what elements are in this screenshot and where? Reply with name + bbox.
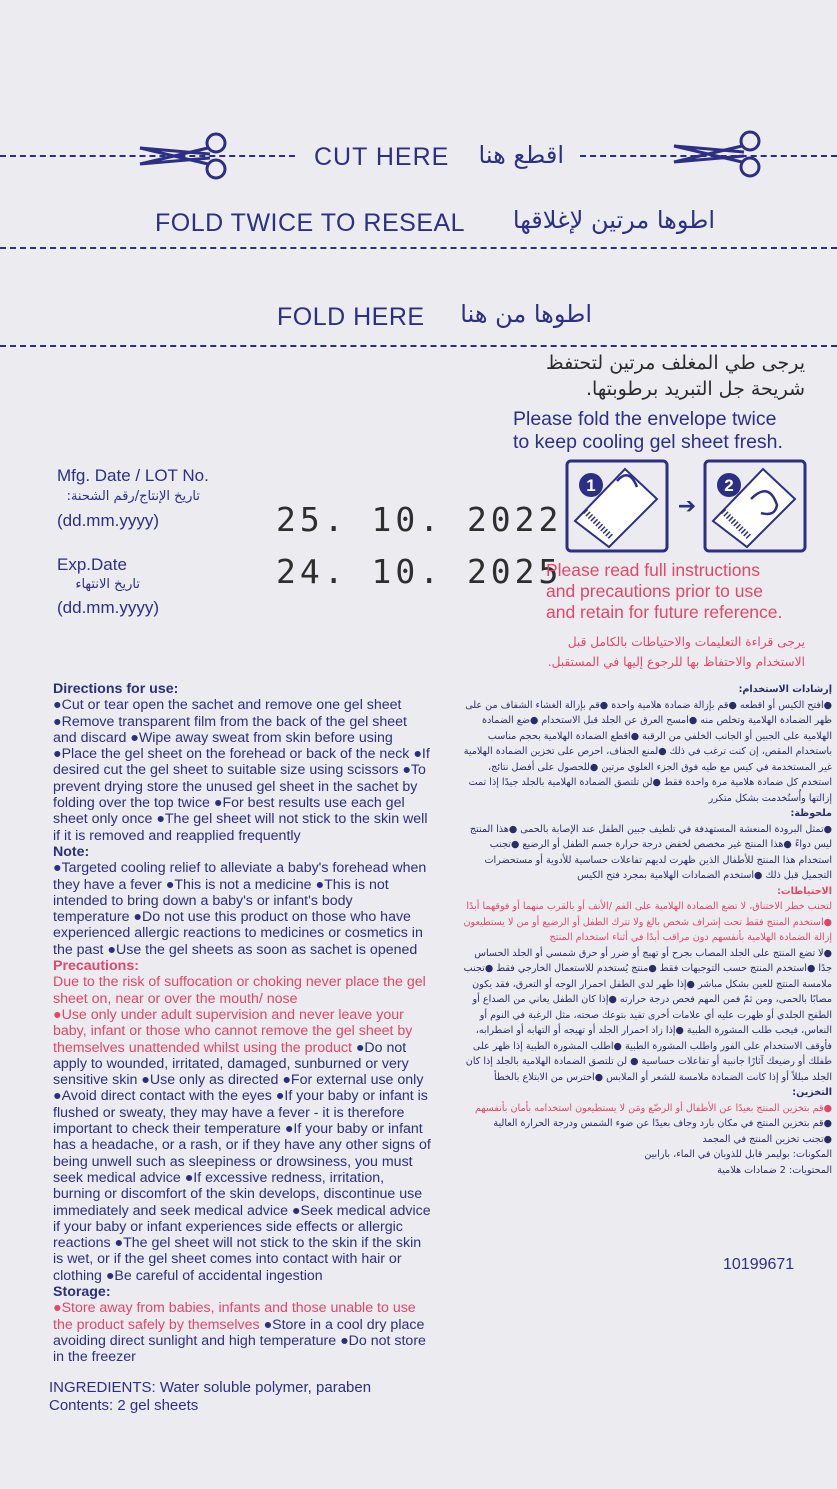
exp-label: Exp.Date — [57, 555, 127, 574]
precautions-warning: Due to the risk of suffocation or choking never place the gel sheet on, near or over the mouth/ nose — [53, 974, 426, 1007]
mfg-label-arabic: تاريخ الإنتاج/رقم الشحنة: — [66, 489, 200, 504]
arabic-instructions — [462, 682, 832, 1178]
read-notice-line1: Please read full instructions — [546, 560, 760, 580]
fold-line — [0, 345, 837, 347]
scissors-icon — [662, 128, 766, 180]
exp-date-value: 24. 10. 2025 — [276, 552, 563, 591]
arabic-note-title: ملحوظة: — [790, 808, 832, 819]
directions-title: Directions for use: — [53, 681, 179, 697]
fold-instructions-diagram — [565, 459, 810, 554]
storage-text: ●Store in a cool dry place avoiding direct sunlight and high temperature ●Do not store in the freezer — [53, 1316, 426, 1366]
fold-note-english-line1: Please fold the envelope twice — [513, 408, 777, 430]
arrow-right-icon: ➔ — [677, 494, 697, 519]
reseal-arabic: اطوها مرتين لإغلاقها — [512, 206, 715, 234]
fold-step-2-number: 2 — [724, 476, 734, 495]
fold-note-english — [513, 408, 783, 454]
fold-note-arabic-line2: شريحة جل التبريد برطوبتها. — [586, 378, 805, 400]
arabic-ingredients: المكونات: بوليمر قابل للذوبان في الماء، بارابين — [644, 1149, 832, 1160]
exp-format: (dd.mm.yyyy) — [57, 598, 159, 617]
ingredients-text: INGREDIENTS: Water soluble polymer, paraben — [49, 1379, 372, 1396]
fold-step-1-panel — [567, 461, 667, 551]
fold-note-arabic-line1: يرجى طي المغلف مرتين لتحتفظ — [546, 352, 805, 374]
mfg-label: Mfg. Date / LOT No. — [57, 466, 209, 485]
fold-note-arabic — [505, 350, 805, 402]
cut-here-arabic: اقطع هنا — [478, 141, 564, 169]
note-text: ●Targeted cooling relief to alleviate a baby's forehead when they have a fever ●This is not a medicine ●This is not intended to bring down a baby's or infant's body temperature ●Do not use this product on those who have experienced allergic reactions to medicines or cosmetics in the past ●Use the gel sheets as soon as sachet is opened — [53, 860, 427, 958]
read-instructions-notice — [546, 560, 782, 623]
mfg-date-value: 25. 10. 2022 — [276, 500, 563, 539]
arabic-directions-title: إرشادات الاستخدام: — [738, 684, 832, 695]
exp-label-arabic: تاريخ الانتهاء — [75, 577, 140, 592]
read-notice-arabic-line1: يرجى قراءة التعليمات والاحتياطات بالكامل قبل — [567, 635, 805, 649]
directions-text: ●Cut or tear open the sachet and remove one gel sheet ●Remove transparent film from the back of the gel sheet and discard ●Wipe away sweat from skin before using ●Place the gel sheet on the forehead or back of the neck ●If desired cut the gel sheet to suitable size using scissors ●To prevent drying store the unused gel sheet in the sachet by folding over the top twice ●For best results use each gel sheet only once ●The gel sheet will not stick to the skin well if it is removed and reapplied frequently — [53, 697, 430, 844]
fold-step-2-panel — [705, 461, 805, 551]
fold-note-english-line2: to keep cooling gel sheet fresh. — [513, 431, 783, 453]
note-title: Note: — [53, 843, 90, 860]
arabic-directions-text: ●افتح الكيس أو اقطعه ●قم بإزالة ضمادة هلامية واحدة ●قم بإزالة الغشاء الشفاف من على ظهر الضمادة الهلامية وتخلص منه ●امسح العرق عن الجلد قبل الاستخدام ●ضع الضمادة الهلامية على الجبين أو الجانب الخلفي من الرقبة ●اقطع الضمادة الهلامية بحجم مناسب باستخدام المقص، إن كنت ترغب في ذلك ●لمنع الجفاف، احرص على تخزين الضمادة الهلامية غير المستخدمة في كيس مع طيه فوق الجزء العلوي مرتين ●للحصول على أفضل نتائج، استخدم كل ضمادة هلامية مرة واحدة فقط ●لن تلتصق الضمادة الهلامية بالجلد جيدًا إذا تمت إزالتها وأُستُخدمت بشكل متكرر — [463, 699, 832, 804]
fold-here-label: FOLD HERE — [277, 303, 425, 331]
storage-title: Storage: — [53, 1283, 111, 1300]
contents-text: Contents: 2 gel sheets — [49, 1397, 199, 1414]
precautions-text: ●Do not apply to wounded, irritated, damaged, sunburned or very sensitive skin ●Use only as directed ●For external use only ●Avoid direct contact with the eyes ●If your baby or infant is flushed or sweaty, they may have a fever - it is therefore important to check their temperature ●If your baby or infant has a headache, or a rash, or if they have any other signs of being unwell such as sleepiness or drowsiness, you must seek medical advice ●If excessive redness, irritation, burning or discomfort of the skin develops, discontinue use immediately and seek medical advice ●Seek medical advice if your baby or infant experiences side effects or allergic reactions ●The gel sheet will not stick to the skin if the skin is wet, or if the gel sheet comes into contact with hair or clothing ●Be careful of accidental ingestion — [53, 1039, 431, 1284]
arabic-storage-title: التخزين: — [792, 1087, 832, 1098]
read-notice-line3: and retain for future reference. — [546, 602, 783, 622]
arabic-precautions-text: ●لا تضع المنتج على الجلد المصاب بجرح أو تهيج أو ضرر أو حرق شمسي أو الجلد الحساس جدًا ●استخدم المنتج حسب التوجيهات فقط ●منتج يُستخدم للاستعمال الخارجي فقط ●تجنب ملامسة المنتج للعين بشكل مباشر ●إذا ظهر لدى الطفل احمرار الوجه أو التعرق، فقد يكون مصابًا بالحمى، ومن ثمّ فمن المهم فحص درجة حرارته ●إذا كان الطفل يعاني من الصداع أو الطفح الجلدي أو ظهرت عليه أي علامات أخرى تفيد بتوعك صحته، مثل الرغبة في النوم أو النعاس، فيجب طلب المشورة الطبية ●إذا زاد احمرار الجلد أو تهيجه أو التهابه أو اضطرابه، فأوقف الاستخدام على الفور واطلب المشورة الطبية ●اطلب المشورة الطبية إذا ظهر على طفلك أو رضيعك آثارًا جانبية أو تفاعلات حساسية ● لن تلتصق الضمادة الهلامية بالجلد إذا كان الجلد مبللاً أو إذا كانت الضمادة ملامسة للشعر أو الملابس ●احترس من الابتلاع بالخطأ — [463, 947, 832, 1083]
reseal-label: FOLD TWICE TO RESEAL — [155, 209, 466, 237]
arabic-precautions-warning: لتجنب خطر الاختناق، لا تضع الضمادة الهلامية على الفم /الأنف أو بالقرب منهما أو فوقهما أبدًا ●استخدم المنتج فقط تحت إشراف شخص بالغ ولا تترك الطفل أو الرضيع أو من لا يستطيعون إزالة الضمادة الهلامية بأنفسهم دون مراقب أبدًا في أثناء استخدام المنتج — [463, 901, 832, 943]
storage-warning: ●Store away from babies, infants and those unable to use the product safely by themselves — [53, 1300, 416, 1333]
english-instructions — [53, 681, 431, 1365]
fold-step-1-number: 1 — [586, 476, 596, 495]
read-notice-arabic — [500, 632, 805, 672]
arabic-storage-warning: ●قم بتخزين المنتج بعيدًا عن الأطفال أو الرضّع ومَن لا يستطيعون استخدامه بأمان بأنفسهم — [474, 1102, 832, 1114]
mfg-format: (dd.mm.yyyy) — [57, 511, 159, 530]
arabic-note-text: ●تمثل البرودة المنعشة المستهدفة في تلطيف جبين الطفل عند الإصابة بالحمى ●هذا المنتج ليس دواءً ●هذا المنتج غير مخصص لخفض درجة حرارة جسم الطفل أو الرضيع ●تجنب استخدام هذا المنتج للأطفال الذين ظهرت لديهم تفاعلات حساسية للأدوية أو مستحضرات التجميل قبل ذلك ●استخدم الضمادات الهلامية بمجرد فتح الكيس — [469, 823, 832, 881]
read-notice-arabic-line2: الاستخدام والاحتفاظ بها للرجوع إليها في المستقبل. — [547, 655, 805, 669]
scissors-icon — [128, 130, 232, 182]
arabic-contents: المحتويات: 2 ضمادات هلامية — [717, 1164, 832, 1176]
precautions-title: Precautions: — [53, 958, 139, 975]
arabic-precautions-title: الاحتياطات: — [777, 885, 832, 897]
arabic-storage-text: ●قم بتخزين المنتج في مكان بارد وجاف بعيدًا عن ضوء الشمس ودرجة الحرارة العالية ●تجنب تخزين المنتج في المجمد — [493, 1118, 832, 1145]
fold-here-arabic: اطوها من هنا — [460, 300, 592, 328]
cut-here-label: CUT HERE — [314, 143, 450, 171]
read-notice-line2: and precautions prior to use — [546, 581, 763, 601]
precautions-supervision: ●Use only under adult supervision and never leave your baby, infant or those who cannot remove the gel sheet by themselves unattended whilst using the product — [53, 1006, 413, 1056]
reseal-fold-line — [0, 247, 837, 249]
product-code: 10199671 — [723, 1256, 795, 1273]
